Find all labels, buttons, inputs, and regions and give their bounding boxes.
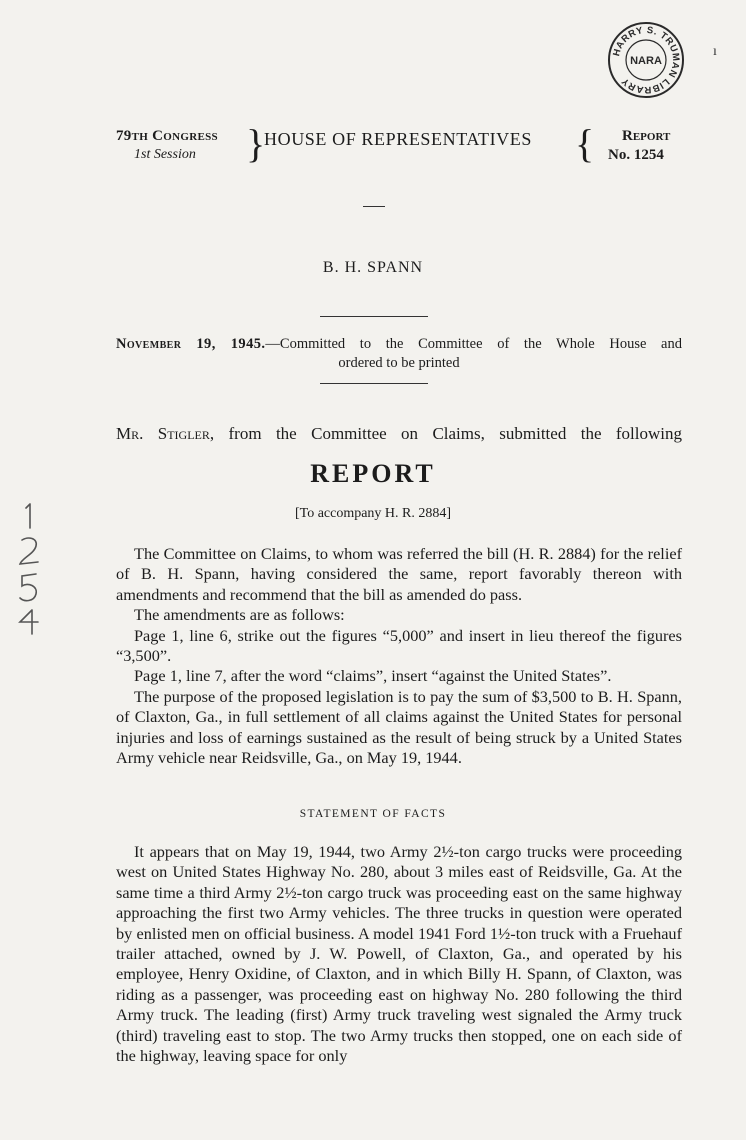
report-number: No. 1254	[608, 147, 664, 163]
statement-heading: STATEMENT OF FACTS	[299, 808, 447, 820]
submitter-line	[116, 424, 682, 444]
stamp-center-text: NARA	[630, 55, 662, 67]
submitter-text: , from the Committee on Claims, submitted the following	[209, 424, 682, 443]
truman-library-stamp	[606, 20, 686, 100]
paragraph: The amendments are as follows:	[134, 605, 345, 625]
committed-line2: ordered to be printed	[338, 355, 460, 371]
report-header	[116, 121, 682, 168]
session-label: 1st Session	[134, 147, 196, 162]
paragraph: Page 1, line 7, after the word “claims”, insert “against the United States”.	[134, 666, 612, 686]
separator-dash	[363, 206, 385, 207]
right-brace: {	[575, 121, 595, 166]
bill-title: B. H. SPANN	[322, 259, 424, 276]
facts-body	[116, 842, 682, 1066]
submitter-name: Mr. Stigler	[116, 424, 210, 443]
committed-notice	[116, 335, 682, 373]
committed-date: November 19, 1945.	[116, 336, 266, 352]
house-label: HOUSE OF REPRESENTATIVES	[264, 129, 532, 149]
edge-mark: ı	[713, 44, 717, 59]
report-heading: REPORT	[310, 459, 436, 488]
report-body	[116, 544, 682, 768]
committed-rule	[320, 383, 428, 384]
paragraph: The purpose of the proposed legislation is to pay the sum of $3,500 to B. H. Spann, of Claxton, Ga., in full settlement of all claims against the United States for personal injuries and loss of earnings sustained as the result of being struck by a United States Army vehicle near Reidsville, Ga., on May 19, 1944.	[116, 686, 682, 768]
facts-paragraph: It appears that on May 19, 1944, two Army 2½-ton cargo trucks were proceeding west on United States Highway No. 280, about 3 miles east of Reidsville, Ga. At the same time a third Army 2½-ton cargo truck was proceeding east on the same highway approaching the first two Army vehicles. The three trucks in question were operated by enlisted men on official business. A model 1941 Ford 1½-ton truck with a Fruehauf trailer attached, owned by J. W. Powell, of Claxton, Ga., and operated by his employee, Henry Oxidine, of Claxton, and in which Billy H. Spann, of Claxton, was riding as a passenger, was proceeding east on highway No. 280 following the third Army truck. The leading (first) Army truck traveling west signaled the Army truck (third) traveling east to stop. The two Army trucks then stopped, one on each side of the highway, leaving space for only	[116, 842, 682, 1066]
paragraph: The Committee on Claims, to whom was referred the bill (H. R. 2884) for the relief of B. H. Spann, having considered the same, report favorably thereon with amendments and recommend that the bill as amended do pass.	[116, 544, 682, 604]
accompany-note: [To accompany H. R. 2884]	[294, 506, 452, 521]
report-label: Report	[622, 128, 671, 144]
left-brace: }	[246, 121, 266, 166]
congress-label: 79th Congress	[116, 128, 218, 144]
title-rule	[320, 316, 428, 317]
committed-text: —Committed to the Committee of the Whole House and	[265, 336, 682, 352]
stamp-text: HARRY S. TRUMAN LIBRARY	[611, 24, 682, 96]
paragraph: Page 1, line 6, strike out the figures “5,000” and insert in lieu thereof the figures “3,500”.	[116, 625, 682, 666]
